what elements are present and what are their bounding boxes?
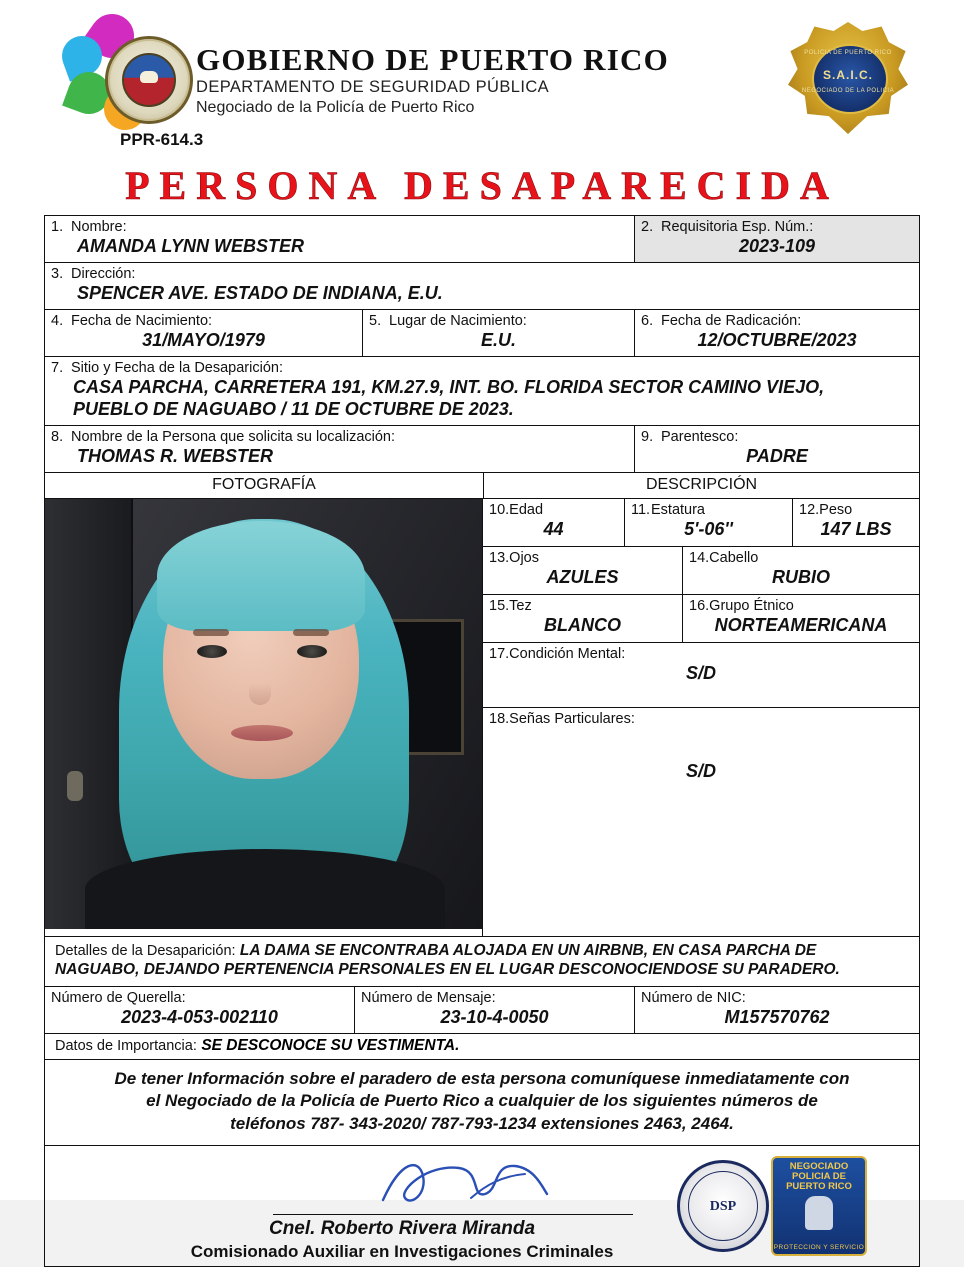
field-peso-number: 12. [799, 502, 820, 518]
field-senas-particulares-number: 18. [489, 711, 510, 727]
missing-person-photo [45, 499, 482, 929]
field-condicion-mental [483, 643, 919, 707]
field-datos-importancia [45, 1034, 919, 1059]
field-senas-particulares-value: S/D [685, 761, 716, 781]
field-detalles-desaparicion [45, 937, 919, 986]
field-lugar-nacimiento [363, 310, 635, 356]
field-grupo-etnico-value: NORTEAMERICANA [714, 615, 888, 635]
field-detalles-label: Detalles de la Desaparición: [55, 943, 236, 959]
field-lugar-nacimiento-number: 5. [369, 313, 382, 329]
field-solicitante-number: 8. [51, 429, 64, 445]
field-peso [793, 499, 919, 546]
field-numero-mensaje [355, 987, 635, 1033]
field-fecha-nacimiento-number: 4. [51, 313, 64, 329]
table-row [45, 216, 919, 263]
badge-bottom-label: NEGOCIADO DE LA POLICIA [801, 88, 895, 94]
field-numero-querella [45, 987, 355, 1033]
field-ojos [483, 547, 683, 594]
field-ojos-number: 13. [489, 550, 510, 566]
signature-icon [375, 1154, 555, 1214]
field-numero-querella-value: 2023-4-053-002110 [121, 1006, 278, 1027]
field-estatura-label: Estatura [651, 502, 705, 518]
field-sitio-fecha [45, 357, 919, 425]
table-row [45, 1034, 919, 1060]
field-requisitoria-value: 2023-109 [738, 236, 816, 256]
field-ojos-value: AZULES [546, 567, 619, 587]
field-edad [483, 499, 625, 546]
field-edad-number: 10. [489, 502, 510, 518]
police-bureau-seal-top-label: NEGOCIADO POLICIA DE PUERTO RICO [786, 1161, 852, 1192]
field-fecha-radicacion [635, 310, 919, 356]
poster-title: PERSONA DESAPARECIDA [125, 163, 839, 208]
badge-center-label: S.A.I.C. [822, 68, 873, 82]
field-nombre-label: Nombre: [71, 219, 127, 235]
field-direccion [45, 263, 919, 309]
dsp-seal-icon [677, 1160, 769, 1252]
table-row [483, 499, 919, 547]
field-cabello-label: Cabello [709, 550, 759, 566]
form-table [44, 215, 920, 1267]
field-condicion-mental-value: S/D [685, 663, 716, 683]
field-direccion-label: Dirección: [71, 266, 136, 282]
table-row [45, 1146, 919, 1266]
field-sitio-fecha-value-line2: PUEBLO DE NAGUABO / 11 DE OCTUBRE DE 2023. [73, 399, 514, 419]
field-grupo-etnico [683, 595, 919, 642]
field-sitio-fecha-label: Sitio y Fecha de la Desaparición: [71, 360, 283, 376]
field-parentesco-label: Parentesco: [661, 429, 739, 445]
description-section-header: DESCRIPCIÓN [645, 476, 758, 493]
description-column [483, 499, 919, 936]
field-edad-label: Edad [509, 502, 544, 518]
bureau-title: Negociado de la Policía de Puerto Rico [196, 99, 475, 116]
table-row [483, 643, 919, 708]
field-peso-value: 147 LBS [820, 519, 892, 539]
section-headers [45, 473, 919, 499]
field-detalles-value-line1: LA DAMA SE ENCONTRABA ALOJADA EN UN AIRBNB, EN CASA PARCHA DE [239, 942, 817, 959]
field-parentesco-value: PADRE [746, 446, 808, 466]
police-bureau-seal-bottom-label: PROTECCION Y SERVICIO [773, 1244, 865, 1252]
badge-top-label: POLICIA DE PUERTO RICO [804, 50, 892, 56]
field-solicitante [45, 426, 635, 472]
table-row [483, 547, 919, 595]
field-parentesco-number: 9. [641, 429, 654, 445]
header-titles [196, 44, 669, 117]
table-row [45, 937, 919, 987]
field-direccion-number: 3. [51, 266, 64, 282]
contact-notice-line3: teléfonos 787- 343-2020/ 787-793-1234 extensiones 2463, 2464. [230, 1113, 734, 1133]
field-fecha-nacimiento-value: 31/MAYO/1979 [142, 330, 265, 350]
field-nombre [45, 216, 635, 262]
field-numero-nic-label: Número de NIC: [641, 989, 746, 1006]
police-badge-icon [788, 22, 908, 134]
signature-name: Cnel. Roberto Rivera Miranda [268, 1218, 536, 1240]
field-lugar-nacimiento-value: E.U. [480, 330, 516, 350]
field-lugar-nacimiento-label: Lugar de Nacimiento: [389, 313, 527, 329]
table-row [483, 708, 919, 936]
field-fecha-radicacion-label: Fecha de Radicación: [661, 313, 802, 329]
government-title: GOBIERNO DE PUERTO RICO [196, 42, 669, 77]
field-tez-value: BLANCO [544, 615, 621, 635]
contact-notice-line2: el Negociado de la Policía de Puerto Rico a cualquier de los siguientes números de [146, 1091, 818, 1111]
field-requisitoria [635, 216, 919, 262]
field-solicitante-label: Nombre de la Persona que solicita su localización: [71, 429, 396, 445]
field-edad-value: 44 [543, 519, 564, 539]
field-grupo-etnico-label: Grupo Étnico [709, 598, 794, 614]
table-row [45, 263, 919, 310]
field-tez-label: Tez [509, 598, 532, 614]
field-peso-label: Peso [819, 502, 853, 518]
field-tez [483, 595, 683, 642]
field-parentesco [635, 426, 919, 472]
table-row [45, 987, 919, 1034]
field-nombre-number: 1. [51, 219, 64, 235]
department-title: DEPARTAMENTO DE SEGURIDAD PÚBLICA [196, 78, 550, 96]
field-cabello-number: 14. [689, 550, 710, 566]
field-requisitoria-label: Requisitoria Esp. Núm.: [661, 219, 814, 235]
field-numero-querella-label: Número de Querella: [51, 989, 186, 1006]
field-condicion-mental-label: Condición Mental: [509, 646, 626, 662]
contact-notice-line1: De tener Información sobre el paradero de esta persona comuníquese inmediatamente con [114, 1068, 850, 1088]
poster-header [0, 0, 964, 158]
field-direccion-value: SPENCER AVE. ESTADO DE INDIANA, E.U. [77, 283, 443, 303]
table-row [45, 357, 919, 426]
field-numero-nic [635, 987, 919, 1033]
signature-role: Comisionado Auxiliar en Investigaciones Criminales [190, 1242, 614, 1262]
field-numero-mensaje-value: 23-10-4-0050 [440, 1006, 549, 1027]
field-numero-mensaje-label: Número de Mensaje: [361, 989, 496, 1006]
field-senas-particulares [483, 708, 919, 936]
field-detalles-value-line2: NAGUABO, DEJANDO PERTENENCIA PERSONALES EN EL LUGAR DESCONOCIENDOSE SU PARADERO. [55, 961, 840, 979]
field-fecha-nacimiento-label: Fecha de Nacimiento: [71, 313, 213, 329]
field-cabello-value: RUBIO [772, 567, 830, 587]
table-row [45, 310, 919, 357]
photo-section-header: FOTOGRAFÍA [45, 473, 484, 498]
field-fecha-radicacion-value: 12/OCTUBRE/2023 [697, 330, 857, 350]
field-condicion-mental-number: 17. [489, 646, 510, 662]
field-grupo-etnico-number: 16. [689, 598, 710, 614]
contact-notice [45, 1060, 919, 1145]
table-row [483, 595, 919, 643]
field-fecha-nacimiento [45, 310, 363, 356]
field-solicitante-value: THOMAS R. WEBSTER [77, 446, 273, 466]
field-datos-importancia-value: SE DESCONOCE SU VESTIMENTA. [201, 1036, 460, 1054]
signature-block [45, 1146, 919, 1266]
police-bureau-seal-icon [771, 1156, 867, 1256]
field-sitio-fecha-value-line1: CASA PARCHA, CARRETERA 191, KM.27.9, INT. BO. FLORIDA SECTOR CAMINO VIEJO, [73, 377, 825, 397]
field-tez-number: 15. [489, 598, 510, 614]
field-cabello [683, 547, 919, 594]
field-senas-particulares-label: Señas Particulares: [509, 711, 635, 727]
field-nombre-value: AMANDA LYNN WEBSTER [77, 236, 304, 256]
table-row [45, 426, 919, 473]
field-sitio-fecha-number: 7. [51, 360, 64, 376]
field-estatura-value: 5'-06'' [684, 519, 733, 539]
field-estatura-number: 11. [631, 502, 651, 518]
field-fecha-radicacion-number: 6. [641, 313, 654, 329]
field-datos-importancia-label: Datos de Importancia: [55, 1037, 197, 1054]
photo-description-row [45, 499, 919, 937]
field-estatura [625, 499, 793, 546]
photo-cell [45, 499, 483, 936]
field-requisitoria-number: 2. [641, 219, 654, 235]
dsp-seal-label: DSP [709, 1199, 737, 1215]
table-row [45, 1060, 919, 1146]
form-code: PPR-614.3 [120, 130, 204, 149]
field-ojos-label: Ojos [509, 550, 539, 566]
field-numero-nic-value: M157570762 [724, 1006, 830, 1027]
government-seal-icon [105, 36, 193, 124]
